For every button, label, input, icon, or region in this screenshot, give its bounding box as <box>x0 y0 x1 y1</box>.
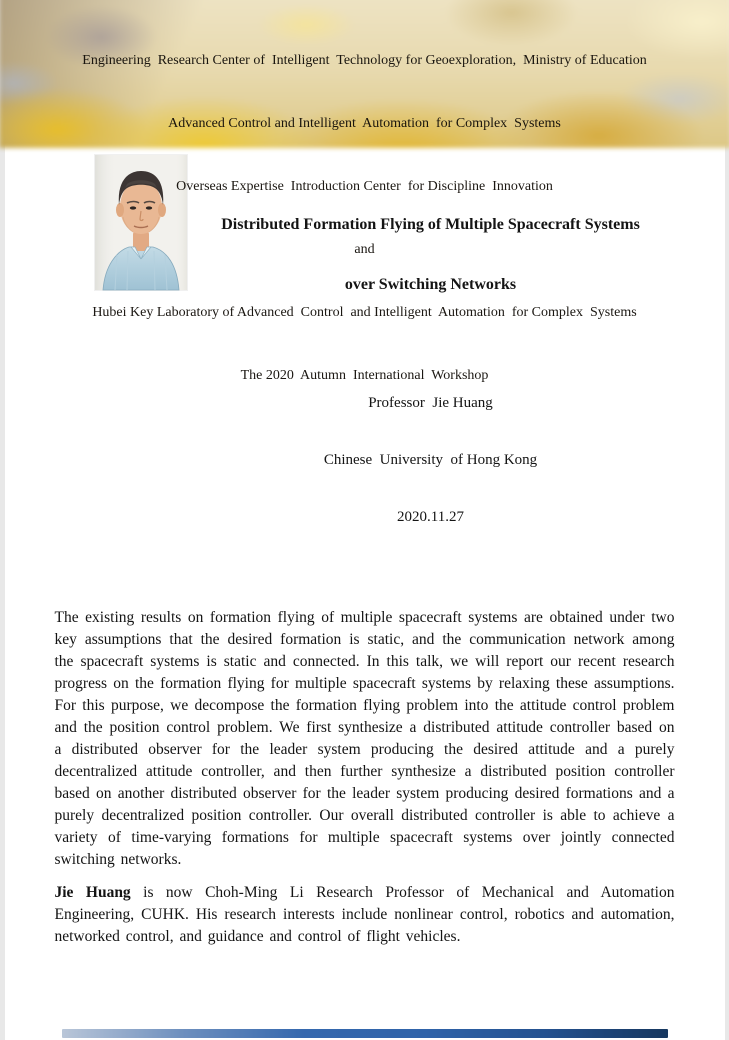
bio-speaker-name: Jie Huang <box>54 884 131 901</box>
header-line-4: and <box>354 242 375 257</box>
bio-paragraph <box>55 882 675 948</box>
bio-text: is now Choh-Ming Li Research Professor of Mechanical and Automation Engineering, CUHK. His research interests include nonlinear control, robotics and automation, networked control, and guidance and control of flight vehicles. <box>54 884 675 945</box>
header-line-2: Advanced Control and Intelligent Automation for Complex Systems <box>168 116 561 131</box>
header-line-3: Overseas Expertise Introduction Center for Discipline Innovation <box>176 179 553 194</box>
talk-title-line-1: Distributed Formation Flying of Multiple Spacecraft Systems <box>221 216 640 233</box>
header-line-1: Engineering Research Center of Intelligent Technology for Geoexploration, Ministry of Education <box>82 53 647 68</box>
header-line-5: Hubei Key Laboratory of Advanced Control and Intelligent Automation for Complex Systems <box>92 305 637 320</box>
speaker-name: Professor Jie Huang <box>368 395 493 411</box>
talk-date: 2020.11.27 <box>397 509 464 525</box>
talk-title-line-2: over Switching Networks <box>344 276 517 293</box>
header-line-6: The 2020 Autumn International Workshop <box>240 368 489 383</box>
workshop-announcement-page <box>5 0 725 1040</box>
speaker-affiliation: Chinese University of Hong Kong <box>323 452 538 468</box>
abstract-paragraph: The existing results on formation flying of multiple spacecraft systems are obtained under two key assumptions that the desired formation is static, and the communication network among the spacecraft systems is static and connected. In this talk, we will report our recent research progress on the formation flying for multiple spacecraft systems by relaxing these assumptions. For this purpose, we decompose the formation flying problem into the attitude control problem and the position control problem. We first synthesize a distributed attitude controller based on a distributed observer for the leader system producing the desired attitude and a purely decentralized attitude controller, and then further synthesize a distributed position controller based on another distributed observer for the leader system producing desired formations and a purely decentralized position controller. Our overall distributed controller is able to achieve a variety of time-varying formations for multiple spacecraft systems over jointly connected switching networks. <box>54 609 675 868</box>
footer-accent-bar <box>62 1029 668 1038</box>
header-text-block <box>5 0 725 428</box>
